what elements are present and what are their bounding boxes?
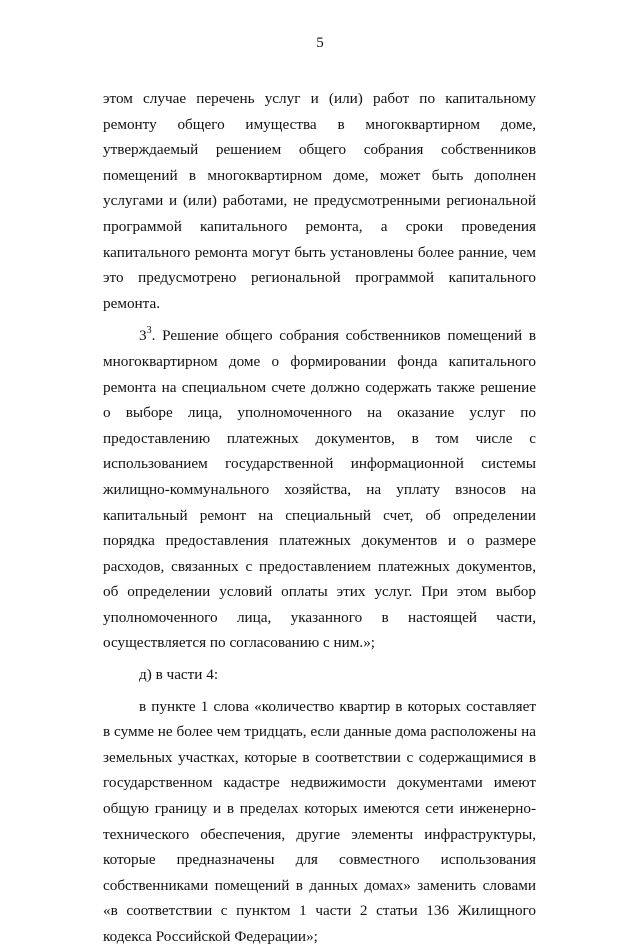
clause-text: Решение общего собрания собственников помещений в многоквартирном доме о формировании фонда капитального ремонта на специальном счете должно содержать также решение о выборе лица, уполномоченного на оказание услуг по предоставлению платежных документов, в том числе с использованием государственной информационной системы жилищно-коммунального хозяйства, на уплату взносов на капитальный ремонт на специальный счет, об определении порядка предоставления платежных документов и о размере расходов, связанных с предоставлением платежных документов, об определении условий оплаты этих услуг. При этом выбор уполномоченного лица, указанного в настоящей части, осуществляется по согласованию с ним.»; (103, 327, 536, 652)
paragraph-clause-3-3 (103, 323, 536, 656)
clause-separator: . (151, 327, 163, 345)
paragraph-subitem-d: д) в части 4: (139, 666, 219, 684)
clause-number: 3 (139, 327, 147, 345)
paragraph-point-1: в пункте 1 слова «количество квартир в которых составляет в сумме не более чем тридцать, если данные дома расположены на земельных участках, которые в соответствии с содержащимися в государственном кадастре недвижимости документами имеют общую границу и в пределах которых имеются сети инженерно-технического обеспечения, другие элементы инфраструктуры, которые предназначены для совместного использования собственниками помещений в данных домах» заменить словами «в соответствии с пунктом 1 части 2 статьи 136 Жилищного кодекса Российской Федерации»; (103, 697, 536, 945)
page-number: 5 (316, 35, 324, 51)
clause-superscript: 3 (146, 325, 152, 337)
paragraph-continuation: этом случае перечень услуг и (или) работ по капитальному ремонту общего имущества в многоквартирном доме, утверждаемый решением общего собрания собственников помещений в многоквартирном доме, может быть дополнен услугами и (или) работами, не предусмотренными региональной программой капитального ремонта, а сроки проведения капитального ремонта могут быть установлены более ранние, чем это предусмотрено региональной программой капитального ремонта. (103, 90, 536, 312)
document-body (103, 86, 536, 950)
